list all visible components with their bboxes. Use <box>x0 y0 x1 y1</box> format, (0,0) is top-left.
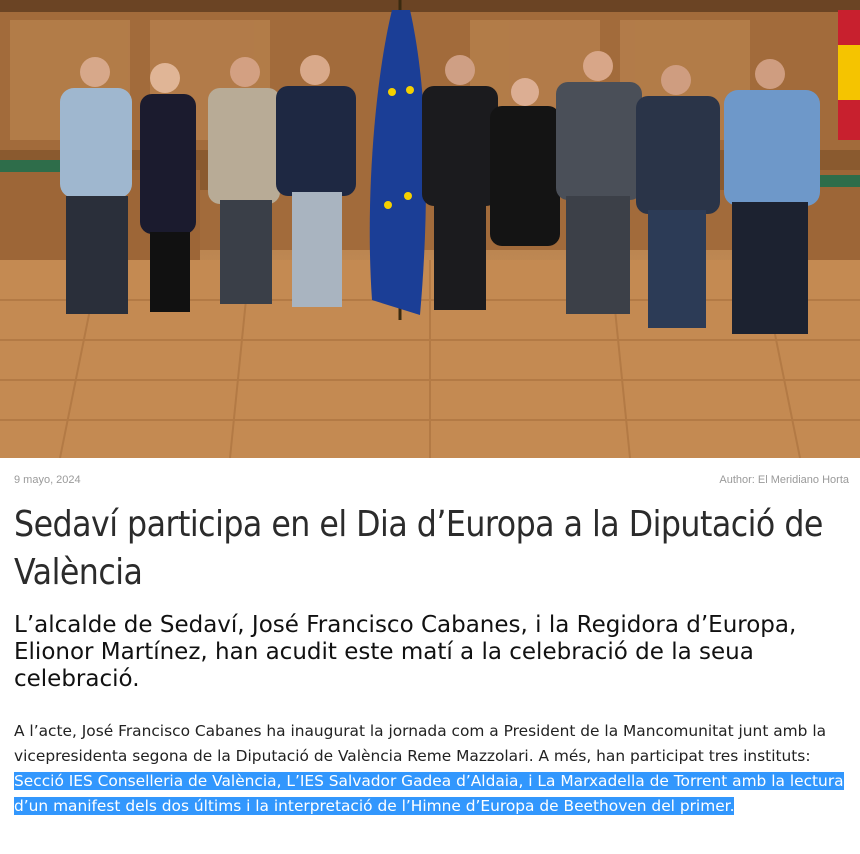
article-date: 9 mayo, 2024 <box>14 474 81 486</box>
body-text: A l’acte, José Francisco Cabanes ha inaugurat la jornada com a President de la Mancomunitat junt amb la vicepresidenta segona de la Diputació de València Reme Mazzolari. A més, han participat tres instituts: <box>14 722 827 765</box>
article-subtitle: L’alcalde de Sedaví, José Francisco Cabanes, i la Regidora d’Europa, Elionor Martínez, han acudit este matí a la celebració de la seua celebració. <box>14 612 797 692</box>
article-body <box>14 719 850 819</box>
article-title: Sedaví participa en el Dia d’Europa a la Diputació de València <box>14 504 823 593</box>
article-author[interactable]: Author: El Meridiano Horta <box>719 474 849 486</box>
selected-text[interactable]: Secció IES Conselleria de València, L’IES Salvador Gadea d’Aldaia, i La Marxadella de Torrent amb la lectura d’un manifest dels dos últims i la interpretació de l’Himne d’Europa de Beethoven del primer. <box>14 772 844 815</box>
